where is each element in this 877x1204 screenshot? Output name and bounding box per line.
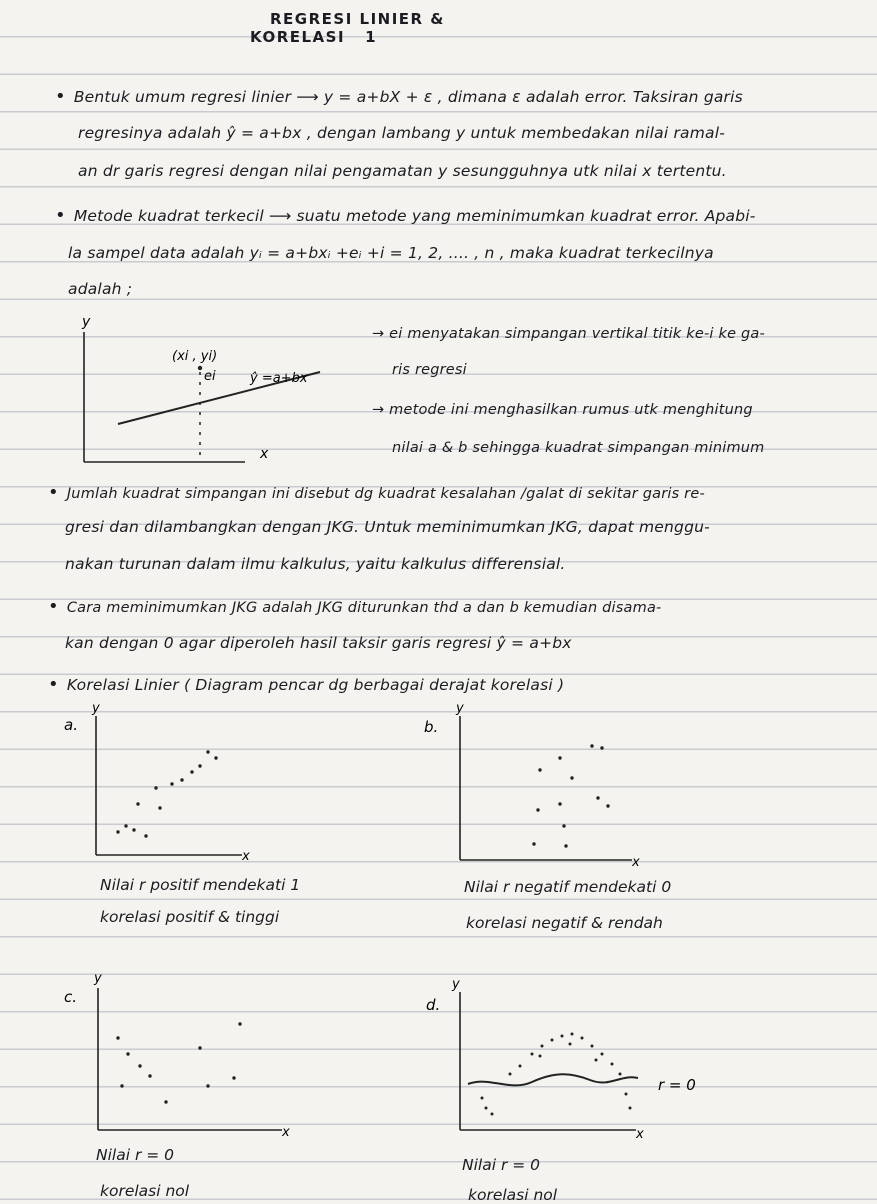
scatter-d-curve [468,1074,638,1085]
scatter-c-tag: c. [64,988,78,1006]
scatter-d-tag: d. [426,996,441,1014]
reg-eq-label: ŷ =a+bx [250,371,308,386]
scatter-c-y: y [94,971,102,986]
scatter-b-desc: korelasi negatif & rendah [466,914,663,932]
reg-x-label: x [260,446,269,462]
scatter-d [420,968,720,1142]
scatter-b [420,700,660,870]
reg-point [198,366,202,370]
text-line-16: • Korelasi Linier ( Diagram pencar dg berbagai derajat korelasi ) [48,674,564,695]
scatter-a-r: Nilai r positif mendekati 1 [100,876,301,894]
text-line-10: nilai a & b sehingga kuadrat simpangan minimum [392,440,765,456]
scatter-b-y: y [456,701,464,716]
scatter-a-points [116,750,217,837]
scatter-d-r: Nilai r = 0 [462,1156,541,1174]
text-line-4: • Metode kuadrat terkecil ⟶ suatu metode yang meminimumkan kuadrat error. Apabi- [55,205,756,226]
text-line-2: regresinya adalah ŷ = a+bx , dengan lambang y untuk membedakan nilai ramal- [78,124,726,142]
text-line-13: nakan turunan dalam ilmu kalkulus, yaitu kalkulus differensial. [65,555,566,573]
scatter-a-desc: korelasi positif & tinggi [100,908,280,926]
scatter-c-r: Nilai r = 0 [96,1146,175,1164]
text-line-7: → ei menyatakan simpangan vertikal titik ke-i ke ga- [372,326,765,342]
text-line-11: • Jumlah kuadrat simpangan ini disebut dg kuadrat kesalahan /galat di sekitar garis re- [48,482,705,503]
scatter-a-tag: a. [64,716,78,734]
page-title: REGRESI LINIER & KORELASI 1 [250,10,445,46]
scatter-a-y: y [92,701,100,716]
reg-ei-label: ei [204,369,216,384]
scatter-b-points [532,744,609,847]
scatter-d-curve-label: r = 0 [658,1076,696,1094]
reg-y-label: y [82,314,91,330]
scatter-d-desc: korelasi nol [468,1186,558,1204]
scatter-d-x: x [636,1127,644,1142]
regression-sketch [60,310,360,470]
text-line-5: la sampel data adalah yᵢ = a+bxᵢ +eᵢ +i = 1, 2, .... , n , maka kuadrat terkecilnya [68,244,714,262]
scatter-c-points [116,1022,241,1103]
text-line-14: • Cara meminimumkan JKG adalah JKG diturunkan thd a dan b kemudian disama- [48,596,661,617]
text-line-9: → metode ini menghasilkan rumus utk menghitung [372,402,753,418]
text-line-3: an dr garis regresi dengan nilai pengamatan y sesungguhnya utk nilai x tertentu. [78,162,727,180]
scatter-b-tag: b. [424,718,439,736]
scatter-c-desc: korelasi nol [100,1182,190,1200]
scatter-b-r: Nilai r negatif mendekati 0 [464,878,672,896]
text-line-8: ris regresi [392,362,467,378]
scatter-a-x: x [242,849,250,864]
scatter-a [60,700,260,870]
scatter-d-y: y [452,977,460,992]
scatter-c [60,968,300,1138]
text-line-1: • Bentuk umum regresi linier ⟶ y = a+bX + ε , dimana ε adalah error. Taksiran garis [55,86,743,107]
text-line-12: gresi dan dilambangkan dengan JKG. Untuk meminimumkan JKG, dapat menggu- [65,518,710,536]
text-line-6: adalah ; [68,280,133,298]
scatter-b-x: x [632,855,640,870]
reg-point-label: (xi , yi) [172,349,218,364]
text-line-15: kan dengan 0 agar diperoleh hasil taksir garis regresi ŷ = a+bx [65,634,572,652]
scatter-c-x: x [282,1125,290,1140]
